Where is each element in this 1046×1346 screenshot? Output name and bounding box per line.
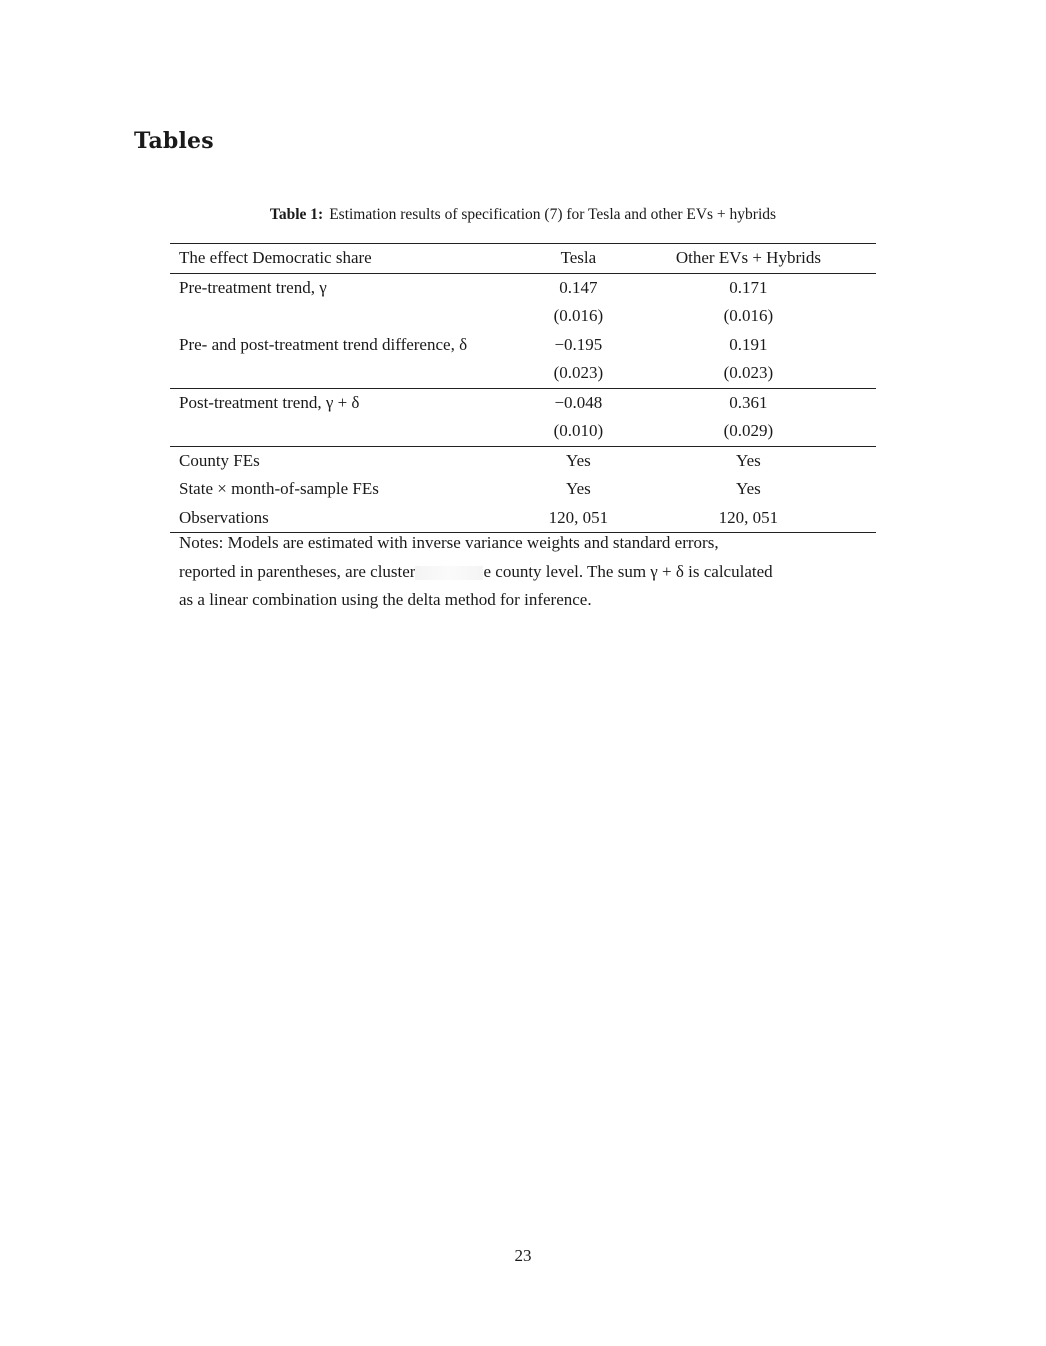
cell-tesla: 0.147 bbox=[559, 277, 598, 297]
cell-tesla: −0.048 bbox=[554, 392, 603, 412]
results-table bbox=[170, 243, 876, 533]
notes-line: Notes: Models are estimated with inverse variance weights and standard errors, bbox=[179, 533, 719, 552]
cell-other: Yes bbox=[736, 450, 761, 470]
caption-text: Estimation results of specification (7) for Tesla and other EVs + hybrids bbox=[329, 206, 777, 223]
cell-other: (0.029) bbox=[621, 417, 876, 446]
caption-label: Table 1: bbox=[269, 206, 324, 223]
cell-other: 0.171 bbox=[729, 277, 768, 297]
cell-tesla: 120, 051 bbox=[536, 504, 621, 533]
header-other: Other EVs + Hybrids bbox=[621, 244, 876, 274]
notes-line: as a linear combination using the delta method for inference. bbox=[179, 590, 592, 609]
cell-tesla: (0.010) bbox=[536, 417, 621, 446]
header-label: The effect Democratic share bbox=[170, 244, 536, 274]
page-number: 23 bbox=[514, 1246, 532, 1265]
section-title: Tables bbox=[134, 128, 214, 154]
row-label: Observations bbox=[170, 504, 536, 533]
cell-tesla: (0.023) bbox=[536, 359, 621, 388]
row-label: State × month-of-sample FEs bbox=[179, 479, 379, 498]
table-notes bbox=[179, 529, 879, 615]
cell-tesla: −0.195 bbox=[554, 334, 603, 354]
cell-other: Yes bbox=[736, 479, 761, 498]
table-caption bbox=[170, 206, 876, 224]
row-label: Pre- and post-treatment trend difference, δ bbox=[179, 334, 468, 354]
table-row bbox=[170, 273, 876, 302]
notes-line bbox=[179, 558, 879, 587]
cell-other: (0.016) bbox=[723, 306, 774, 325]
cell-tesla: Yes bbox=[566, 450, 591, 470]
table-header-row bbox=[170, 244, 876, 274]
table-row bbox=[170, 388, 876, 417]
table-row bbox=[170, 475, 876, 504]
cell-tesla: (0.016) bbox=[553, 306, 604, 325]
table-row bbox=[170, 302, 876, 331]
row-label bbox=[170, 417, 536, 446]
cell-tesla: Yes bbox=[566, 479, 591, 498]
notes-fragment: e county level. The sum γ + δ is calculated bbox=[483, 561, 773, 581]
row-label: Post-treatment trend, γ + δ bbox=[179, 392, 360, 412]
row-label: County FEs bbox=[179, 450, 260, 470]
cell-other: 0.361 bbox=[729, 392, 768, 412]
table-row bbox=[170, 446, 876, 475]
redaction-smudge bbox=[415, 566, 483, 580]
notes-fragment: reported in parentheses, are cluster bbox=[179, 561, 416, 581]
header-tesla: Tesla bbox=[536, 244, 621, 274]
table-row bbox=[170, 359, 876, 388]
cell-other: 0.191 bbox=[729, 334, 768, 354]
row-label bbox=[170, 302, 536, 331]
row-label: Pre-treatment trend, γ bbox=[179, 277, 327, 297]
table-row bbox=[170, 331, 876, 360]
cell-other: 120, 051 bbox=[621, 504, 876, 533]
row-label bbox=[170, 359, 536, 388]
table-row bbox=[170, 417, 876, 446]
cell-other: (0.023) bbox=[621, 359, 876, 388]
